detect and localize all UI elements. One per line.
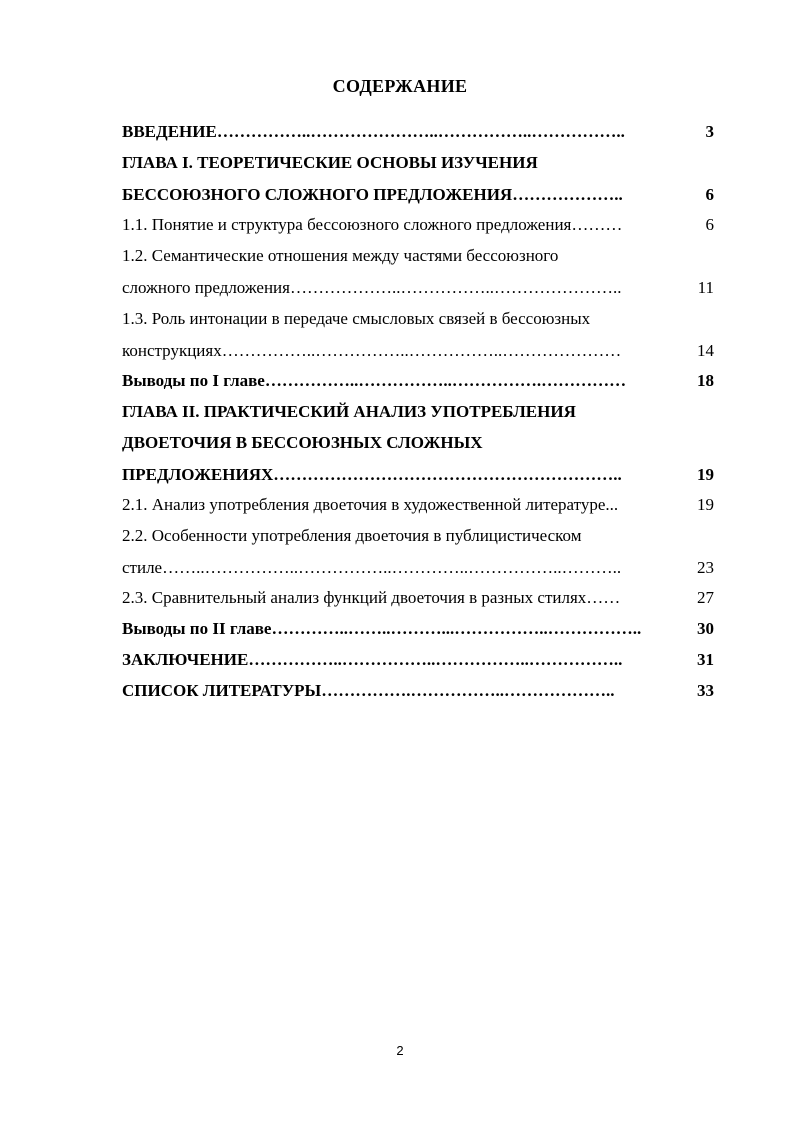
toc-entry-page: 31 <box>697 650 714 669</box>
toc-entry-text: 2.3. Сравнительный анализ функций двоеточия в разных стилях…… <box>122 588 621 607</box>
toc-entry-text: Выводы по I главе……………..……………..…………….…………… <box>122 371 627 390</box>
toc-entry-page: 11 <box>697 278 714 297</box>
toc-entry-text: ГЛАВА II. ПРАКТИЧЕСКИЙ АНАЛИЗ УПОТРЕБЛЕНИЯ <box>122 402 576 421</box>
toc-entry-page: 27 <box>697 588 714 607</box>
toc-entry-text: сложного предложения………………..……………..………………….. <box>122 278 622 297</box>
toc-entry-text: конструкциях……………..……………..……………..………………… <box>122 341 622 360</box>
toc-entry-page: 19 <box>697 465 714 484</box>
toc-entry-text: ГЛАВА I. ТЕОРЕТИЧЕСКИЕ ОСНОВЫ ИЗУЧЕНИЯ <box>122 153 538 172</box>
toc-entry-page: 18 <box>697 371 714 390</box>
toc-entry-text: ВВЕДЕНИЕ……………..…………………..……………..…………….. <box>122 122 625 141</box>
toc-entry-page: 33 <box>697 681 714 700</box>
toc-entry-text: 2.1. Анализ употребления двоеточия в художественной литературе... <box>122 495 619 514</box>
toc-entry-text: БЕССОЮЗНОГО СЛОЖНОГО ПРЕДЛОЖЕНИЯ……………….. <box>122 185 623 204</box>
toc-entry-text: ЗАКЛЮЧЕНИЕ……………..……………..……………..…………….. <box>122 650 623 669</box>
toc-entry-page: 14 <box>697 341 714 360</box>
toc-entry-page: 19 <box>697 495 714 514</box>
toc-entry-text: 1.2. Семантические отношения между частями бессоюзного <box>122 246 559 265</box>
toc-entry-text: 2.2. Особенности употребления двоеточия в публицистическом <box>122 526 582 545</box>
toc-entry-page: 6 <box>705 215 714 234</box>
toc-entry-text: стиле……..……………..……………..…………..……………..……….. <box>122 558 622 577</box>
toc-entry-text: 1.3. Роль интонации в передаче смысловых связей в бессоюзных <box>122 309 591 328</box>
toc-entry-page: 30 <box>697 619 714 638</box>
toc-entry-text: СПИСОК ЛИТЕРАТУРЫ…………….……………..……………….. <box>122 681 615 700</box>
page-number: 2 <box>396 1043 404 1058</box>
toc-entry-text: 1.1. Понятие и структура бессоюзного сложного предложения……… <box>122 215 623 234</box>
toc-entry-page: 3 <box>705 122 714 141</box>
page-title: СОДЕРЖАНИЕ <box>332 76 468 96</box>
toc-entry-page: 23 <box>697 558 714 577</box>
toc-entry-text: ДВОЕТОЧИЯ В БЕССОЮЗНЫХ СЛОЖНЫХ <box>122 433 483 452</box>
toc-entry-text: ПРЕДЛОЖЕНИЯХ…………………………………………………….. <box>122 465 622 484</box>
toc-entry-text: Выводы по II главе…………..……..………...……………..…………….. <box>122 619 642 638</box>
toc-entry-page: 6 <box>705 185 714 204</box>
